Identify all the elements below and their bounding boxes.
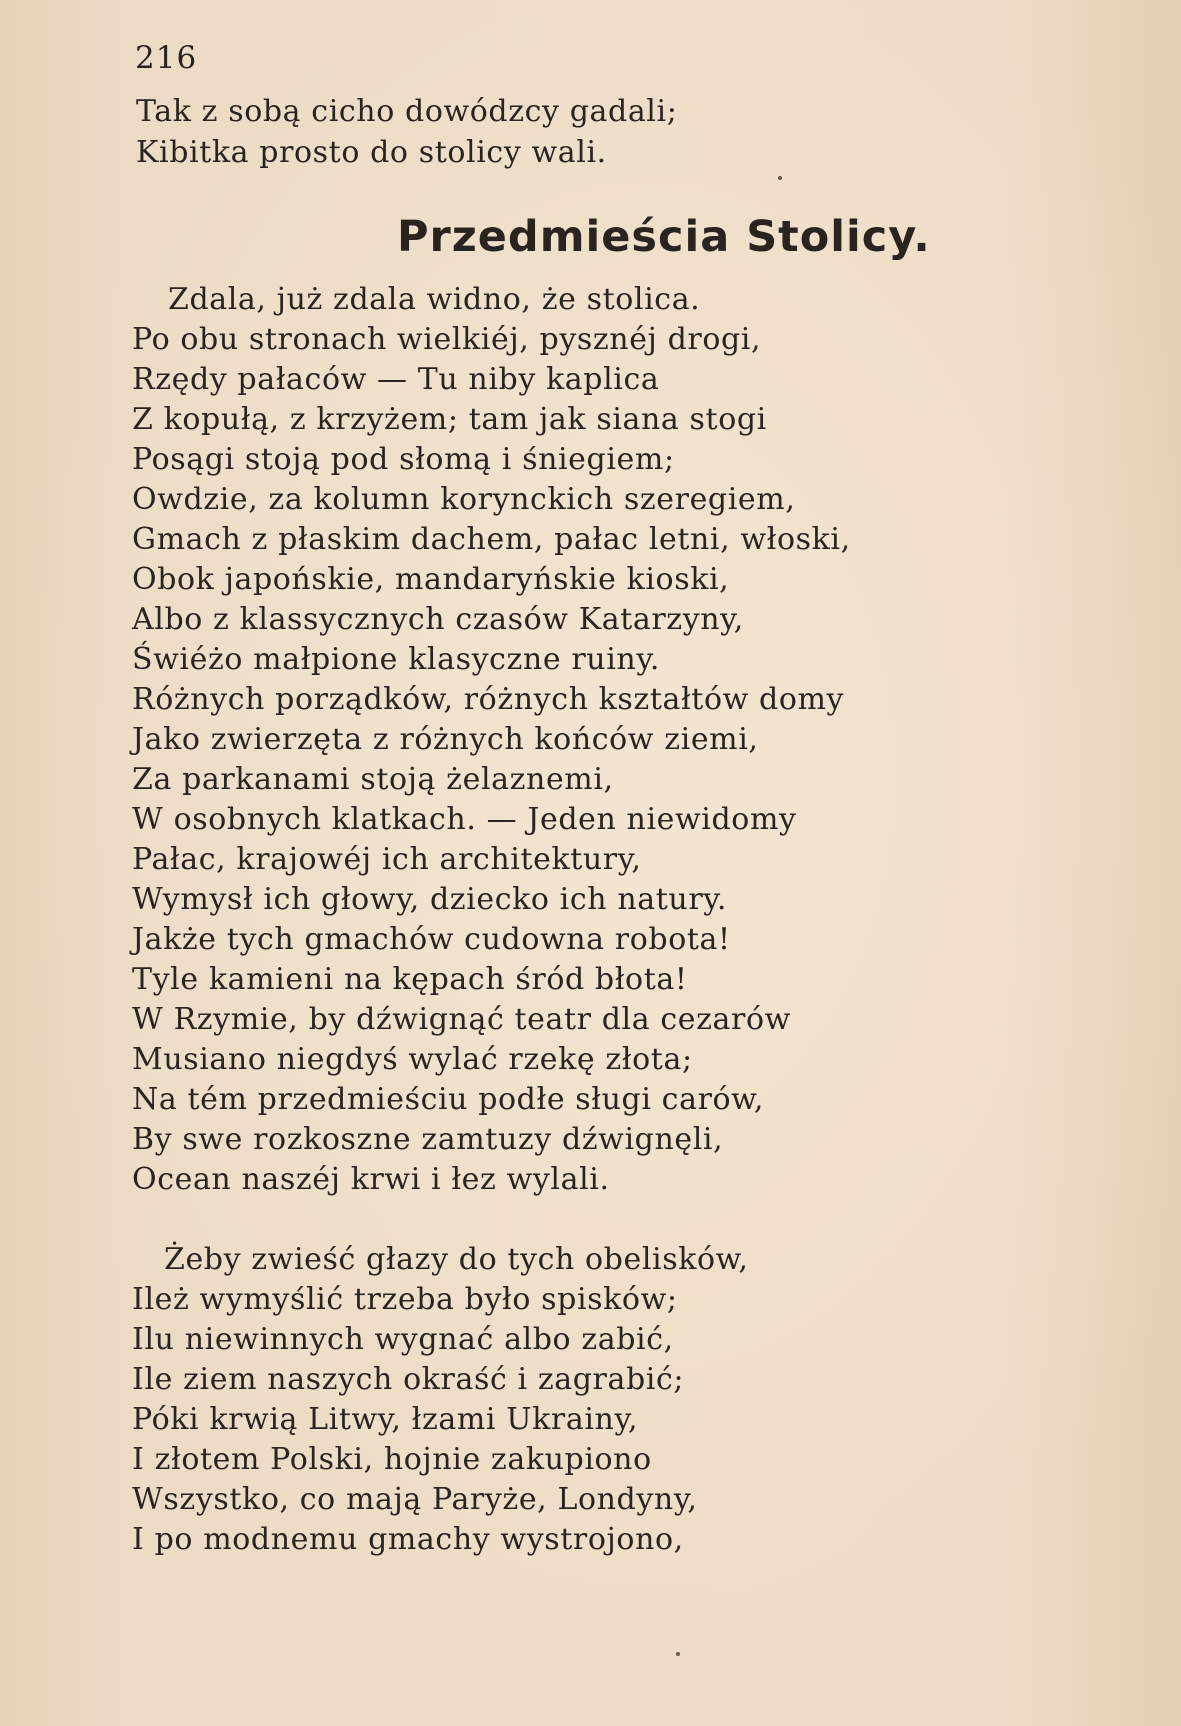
verse-line: Musiano niegdyś wylać rzekę złota; — [132, 1042, 693, 1077]
verse-line: Z kopułą, z krzyżem; tam jak siana stogi — [132, 402, 767, 437]
verse-line: Ile ziem naszych okraść i zagrabić; — [132, 1362, 685, 1397]
verse-line: Ileż wymyślić trzeba było spisków; — [132, 1282, 678, 1317]
intro-line: Kibitka prosto do stolicy wali. — [136, 135, 607, 170]
intro-line: Tak z sobą cicho dowódzcy gadali; — [136, 94, 678, 129]
verse-line: Posągi stoją pod słomą i śniegiem; — [132, 442, 675, 477]
verse-line: Ocean naszéj krwi i łez wylali. — [132, 1162, 610, 1197]
verse-line: Owdzie, za kolumn korynckich szeregiem, — [132, 482, 796, 517]
verse-line: I złotem Polski, hojnie zakupiono — [132, 1442, 652, 1477]
verse-line: Póki krwią Litwy, łzami Ukrainy, — [132, 1402, 639, 1437]
verse-line: Ilu niewinnych wygnać albo zabić, — [132, 1322, 674, 1357]
verse-line: Wymysł ich głowy, dziecko ich natury. — [132, 882, 727, 917]
verse-line: Różnych porządków, różnych kształtów domy — [132, 682, 845, 717]
verse-line: Za parkanami stoją żelaznemi, — [132, 762, 614, 797]
section-title: Przedmieścia Stolicy. — [397, 212, 931, 262]
paper-speck — [778, 176, 782, 180]
verse-line: Albo z klassycznych czasów Katarzyny, — [132, 602, 744, 637]
verse-line: Na tém przedmieściu podłe sługi carów, — [132, 1082, 765, 1117]
paper-speck — [676, 1652, 680, 1656]
verse-line: I po modnemu gmachy wystrojono, — [132, 1522, 684, 1557]
verse-line: W Rzymie, by dźwignąć teatr dla cezarów — [132, 1002, 791, 1037]
verse-line: Zdala, już zdala widno, że stolica. — [168, 282, 701, 317]
verse-line: Po obu stronach wielkiéj, pysznéj drogi, — [132, 322, 762, 357]
verse-line: By swe rozkoszne zamtuzy dźwignęli, — [132, 1122, 724, 1157]
verse-line: Świéżo małpione klasyczne ruiny. — [132, 642, 661, 677]
verse-line: W osobnych klatkach. — Jeden niewidomy — [132, 802, 797, 837]
verse-line: Żeby zwieść głazy do tych obelisków, — [164, 1242, 749, 1277]
verse-line: Pałac, krajowéj ich architektury, — [132, 842, 642, 877]
verse-line: Rzędy pałaców — Tu niby kaplica — [132, 362, 660, 397]
verse-line: Jako zwierzęta z różnych końców ziemi, — [132, 722, 759, 757]
verse-line: Obok japońskie, mandaryńskie kioski, — [132, 562, 730, 597]
page-number: 216 — [135, 40, 198, 76]
verse-line: Gmach z płaskim dachem, pałac letni, włoski, — [132, 522, 851, 557]
verse-line: Tyle kamieni na kępach śród błota! — [132, 962, 688, 997]
verse-line: Jakże tych gmachów cudowna robota! — [132, 922, 731, 957]
verse-line: Wszystko, co mają Paryże, Londyny, — [132, 1482, 698, 1517]
